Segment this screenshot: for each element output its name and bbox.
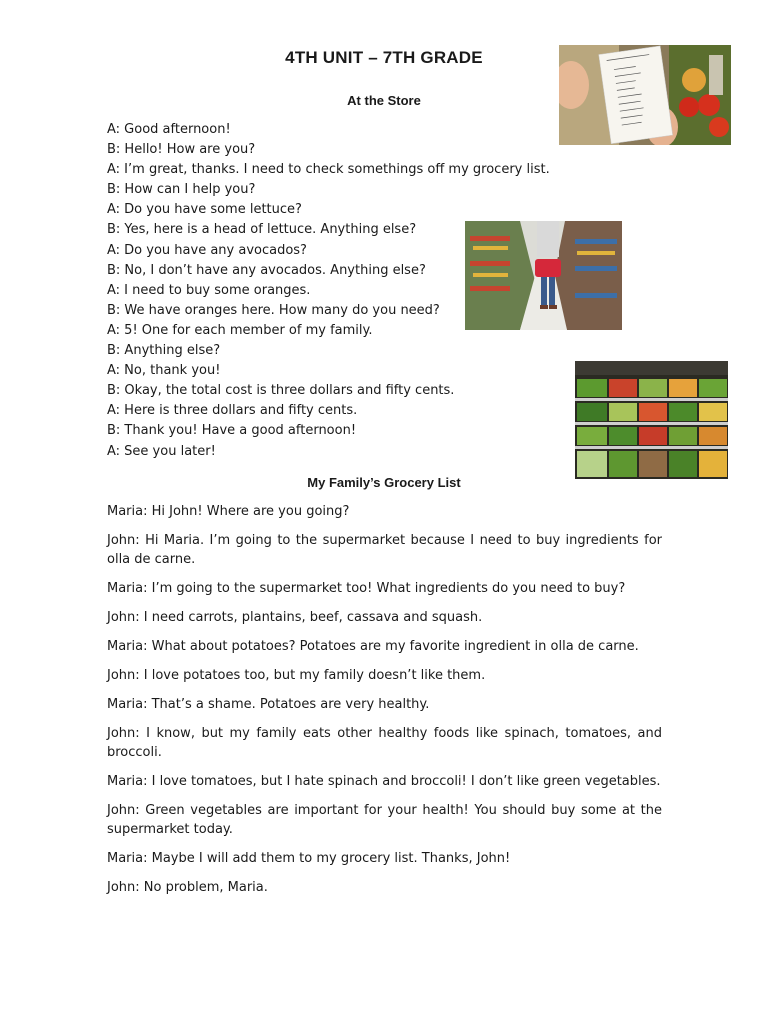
section-heading-grocery-list: My Family’s Grocery List: [307, 475, 461, 490]
section-heading-at-the-store: At the Store: [347, 93, 421, 108]
document-title: 4TH UNIT – 7TH GRADE: [285, 48, 483, 67]
dialog-line: A: Here is three dollars and fifty cents.: [107, 403, 358, 419]
dialog-line: A: Do you have some lettuce?: [107, 202, 302, 218]
supermarket-aisle-photo: [465, 221, 622, 330]
dialog-line: B: Yes, here is a head of lettuce. Anything else?: [107, 222, 417, 238]
dialog-line: B: No, I don’t have any avocados. Anything else?: [107, 262, 426, 278]
dialog-line: B: How can I help you?: [107, 182, 256, 198]
dialog-line: A: Good afternoon!: [107, 122, 231, 137]
conversation-paragraph: Maria: I love tomatoes, but I hate spinach and broccoli! I don’t like green vegetables.: [107, 774, 661, 789]
conversation-paragraph: Maria: What about potatoes? Potatoes are my favorite ingredient in olla de carne.: [107, 639, 639, 654]
dialog-line: A: I’m great, thanks. I need to check somethings off my grocery list.: [107, 162, 550, 178]
dialog-line: B: Okay, the total cost is three dollars and fifty cents.: [107, 383, 455, 399]
conversation-paragraph: John: Hi Maria. I’m going to the supermarket because I need to buy ingredients for olla de carne.: [107, 533, 662, 567]
grocery-conversation: [107, 502, 662, 907]
dialog-line: B: We have oranges here. How many do you need?: [107, 302, 440, 318]
conversation-paragraph: John: I know, but my family eats other healthy foods like spinach, tomatoes, and broccoli.: [107, 726, 662, 760]
dialog-line: A: 5! One for each member of my family.: [107, 322, 373, 338]
conversation-paragraph: Maria: Hi John! Where are you going?: [107, 504, 350, 519]
conversation-paragraph: John: Green vegetables are important for your health! You should buy some at the supermarket today.: [107, 803, 662, 837]
dialog-line: B: Thank you! Have a good afternoon!: [107, 423, 357, 439]
conversation-paragraph: Maria: Maybe I will add them to my grocery list. Thanks, John!: [107, 851, 511, 866]
dialog-line: A: Do you have any avocados?: [107, 242, 307, 258]
conversation-paragraph: John: No problem, Maria.: [107, 880, 268, 895]
dialog-line: B: Anything else?: [107, 343, 221, 359]
dialog-line: A: See you later!: [107, 443, 216, 459]
dialog-line: A: No, thank you!: [107, 363, 221, 379]
conversation-paragraph: Maria: That’s a shame. Potatoes are very healthy.: [107, 697, 430, 712]
store-dialog: [107, 120, 550, 462]
conversation-paragraph: Maria: I’m going to the supermarket too! What ingredients do you need to buy?: [107, 581, 626, 596]
conversation-paragraph: John: I need carrots, plantains, beef, cassava and squash.: [107, 610, 483, 625]
dialog-line: B: Hello! How are you?: [107, 142, 256, 158]
produce-shelves-photo: [575, 361, 728, 479]
conversation-paragraph: John: I love potatoes too, but my family doesn’t like them.: [107, 668, 486, 683]
dialog-line: A: I need to buy some oranges.: [107, 282, 311, 298]
